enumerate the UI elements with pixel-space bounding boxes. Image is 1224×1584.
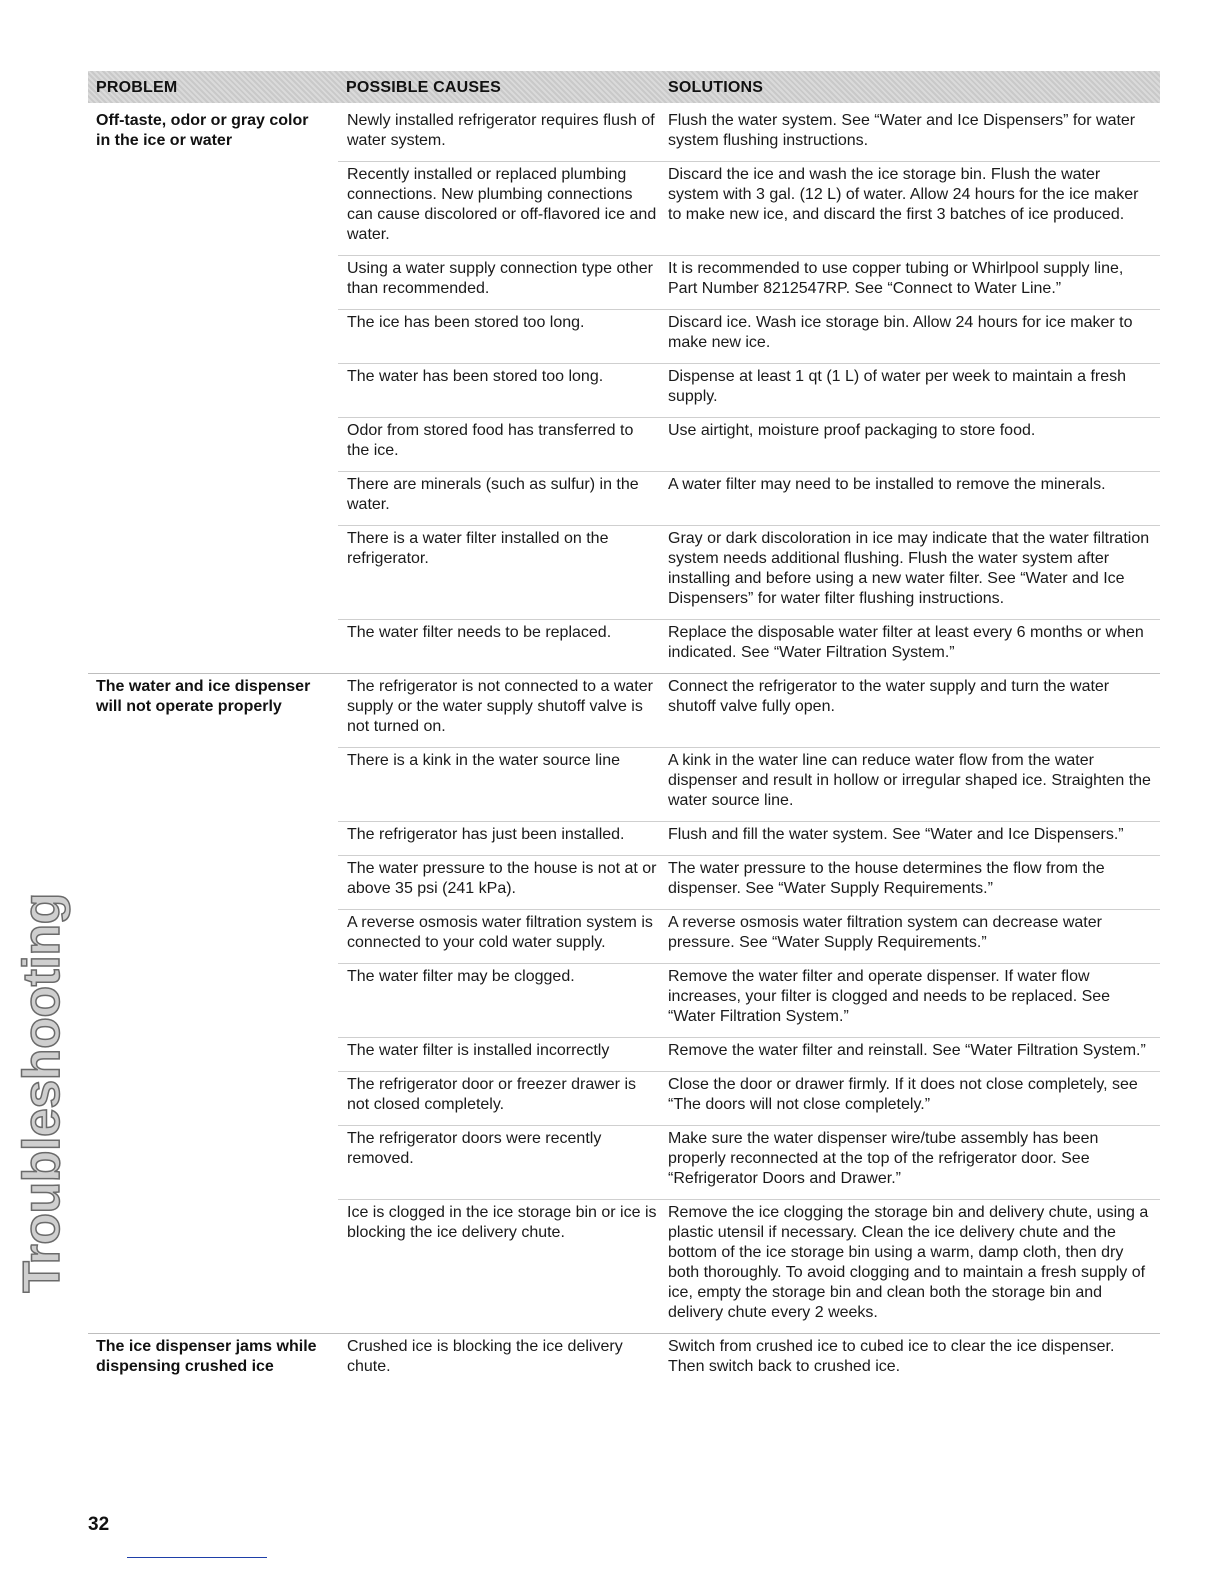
- cause-cell: Odor from stored food has transferred to the ice.: [347, 422, 634, 459]
- header-problem: PROBLEM: [96, 79, 178, 96]
- problem-label: Off-taste, odor or gray color in the ice or water: [96, 112, 309, 149]
- cause-solution-rows: [338, 1334, 1160, 1387]
- header-solutions: SOLUTIONS: [668, 79, 764, 96]
- table-row: [338, 1071, 1160, 1125]
- solution-cell: Close the door or drawer firmly. If it does not close completely, see “The doors will not close completely.”: [668, 1076, 1138, 1113]
- cause-solution-rows: [338, 108, 1160, 673]
- table-row: [338, 1125, 1160, 1199]
- solution-cell: Flush the water system. See “Water and Ice Dispensers” for water system flushing instructions.: [668, 112, 1136, 149]
- solution-cell: A kink in the water line can reduce water flow from the water dispenser and result in hollow or irregular shaped ice. Straighten the water source line.: [668, 752, 1151, 809]
- solution-cell: Replace the disposable water filter at least every 6 months or when indicated. See “Water Filtration System.”: [668, 624, 1144, 661]
- table-row: [338, 747, 1160, 821]
- solution-cell: Switch from crushed ice to cubed ice to clear the ice dispenser. Then switch back to crushed ice.: [668, 1338, 1115, 1375]
- table-row: [338, 821, 1160, 855]
- solution-cell: Remove the ice clogging the storage bin and delivery chute, using a plastic utensil if necessary. Clean the ice delivery chute and the bottom of the ice storage bin using a warm, damp cloth, then dry both thoroughly. To avoid clogging and to maintain a fresh supply of ice, empty the storage bin and clean both the storage bin and delivery chute every 2 weeks.: [668, 1204, 1149, 1321]
- table-row: [338, 161, 1160, 255]
- solution-cell: Dispense at least 1 qt (1 L) of water per week to maintain a fresh supply.: [668, 368, 1127, 405]
- header-possible-causes: POSSIBLE CAUSES: [346, 79, 502, 96]
- cause-cell: Ice is clogged in the ice storage bin or ice is blocking the ice delivery chute.: [347, 1204, 657, 1241]
- cause-cell: Crushed ice is blocking the ice delivery chute.: [347, 1338, 623, 1375]
- cause-cell: Newly installed refrigerator requires flush of water system.: [347, 112, 655, 149]
- solution-cell: Remove the water filter and operate dispenser. If water flow increases, your filter is clogged and needs to be replaced. See “Water Filtration System.”: [668, 968, 1111, 1025]
- table-row: [338, 1199, 1160, 1333]
- table-row: [338, 1037, 1160, 1071]
- cause-cell: There are minerals (such as sulfur) in the water.: [347, 476, 639, 513]
- table-row: [338, 417, 1160, 471]
- table-row: [338, 909, 1160, 963]
- problem-label: The water and ice dispenser will not operate properly: [96, 678, 311, 715]
- cause-cell: The water filter needs to be replaced.: [347, 624, 612, 641]
- table-row: [338, 855, 1160, 909]
- cause-cell: A reverse osmosis water filtration system is connected to your cold water supply.: [347, 914, 653, 951]
- solution-cell: Discard the ice and wash the ice storage bin. Flush the water system with 3 gal. (12 L) of water. Allow 24 hours for the ice maker to make new ice, and discard the first 3 batches of ice produced.: [668, 166, 1139, 223]
- cause-cell: The refrigerator door or freezer drawer is not closed completely.: [347, 1076, 636, 1113]
- table-row: [338, 674, 1160, 747]
- cause-cell: Using a water supply connection type other than recommended.: [347, 260, 653, 297]
- table-row: [338, 108, 1160, 161]
- section-side-tab: [13, 893, 71, 1293]
- table-row: [338, 255, 1160, 309]
- cause-cell: There is a kink in the water source line: [347, 752, 621, 769]
- table-row: [338, 963, 1160, 1037]
- cause-cell: The water filter is installed incorrectly: [347, 1042, 610, 1059]
- cause-cell: The water filter may be clogged.: [347, 968, 575, 985]
- problem-group: [88, 673, 1160, 1333]
- solution-cell: Make sure the water dispenser wire/tube assembly has been properly reconnected at the top of the refrigerator door. See “Refrigerator Doors and Drawer.”: [668, 1130, 1099, 1187]
- cause-cell: There is a water filter installed on the refrigerator.: [347, 530, 609, 567]
- cause-cell: The refrigerator is not connected to a water supply or the water supply shutoff valve is not turned on.: [347, 678, 653, 735]
- cause-cell: The refrigerator has just been installed.: [347, 826, 625, 843]
- cause-cell: The ice has been stored too long.: [347, 314, 585, 331]
- table-row: [338, 471, 1160, 525]
- solution-cell: Flush and fill the water system. See “Water and Ice Dispensers.”: [668, 826, 1124, 843]
- troubleshooting-table: [88, 108, 1160, 1387]
- solution-cell: A reverse osmosis water filtration system can decrease water pressure. See “Water Supply Requirements.”: [668, 914, 1102, 951]
- solution-cell: It is recommended to use copper tubing or Whirlpool supply line, Part Number 8212547RP. See “Connect to Water Line.”: [668, 260, 1124, 297]
- problem-label: The ice dispenser jams while dispensing crushed ice: [96, 1338, 317, 1375]
- table-row: [338, 1334, 1160, 1387]
- table-row: [338, 363, 1160, 417]
- footer-rule: [127, 1557, 267, 1558]
- cause-solution-rows: [338, 674, 1160, 1333]
- problem-group: [88, 1333, 1160, 1387]
- table-row: [338, 619, 1160, 673]
- solution-cell: Discard ice. Wash ice storage bin. Allow 24 hours for ice maker to make new ice.: [668, 314, 1133, 351]
- table-header: [88, 71, 1160, 103]
- solution-cell: The water pressure to the house determines the flow from the dispenser. See “Water Supply Requirements.”: [668, 860, 1105, 897]
- solution-cell: A water filter may need to be installed to remove the minerals.: [668, 476, 1106, 493]
- cause-cell: The water pressure to the house is not at or above 35 psi (241 kPa).: [347, 860, 657, 897]
- page-number: 32: [88, 1514, 110, 1535]
- cause-cell: The water has been stored too long.: [347, 368, 604, 385]
- solution-cell: Use airtight, moisture proof packaging to store food.: [668, 422, 1036, 439]
- solution-cell: Connect the refrigerator to the water supply and turn the water shutoff valve fully open.: [668, 678, 1110, 715]
- solution-cell: Remove the water filter and reinstall. See “Water Filtration System.”: [668, 1042, 1146, 1059]
- solution-cell: Gray or dark discoloration in ice may indicate that the water filtration system needs additional flushing. Flush the water system after installing and before using a new water filter. See “Water and Ice Dispensers” for water filter flushing instructions.: [668, 530, 1150, 607]
- problem-group: [88, 108, 1160, 673]
- table-row: [338, 525, 1160, 619]
- cause-cell: The refrigerator doors were recently removed.: [347, 1130, 602, 1167]
- side-tab-label: Troubleshooting: [13, 893, 71, 1293]
- cause-cell: Recently installed or replaced plumbing connections. New plumbing connections can cause discolored or off-flavored ice and water.: [347, 166, 657, 243]
- table-row: [338, 309, 1160, 363]
